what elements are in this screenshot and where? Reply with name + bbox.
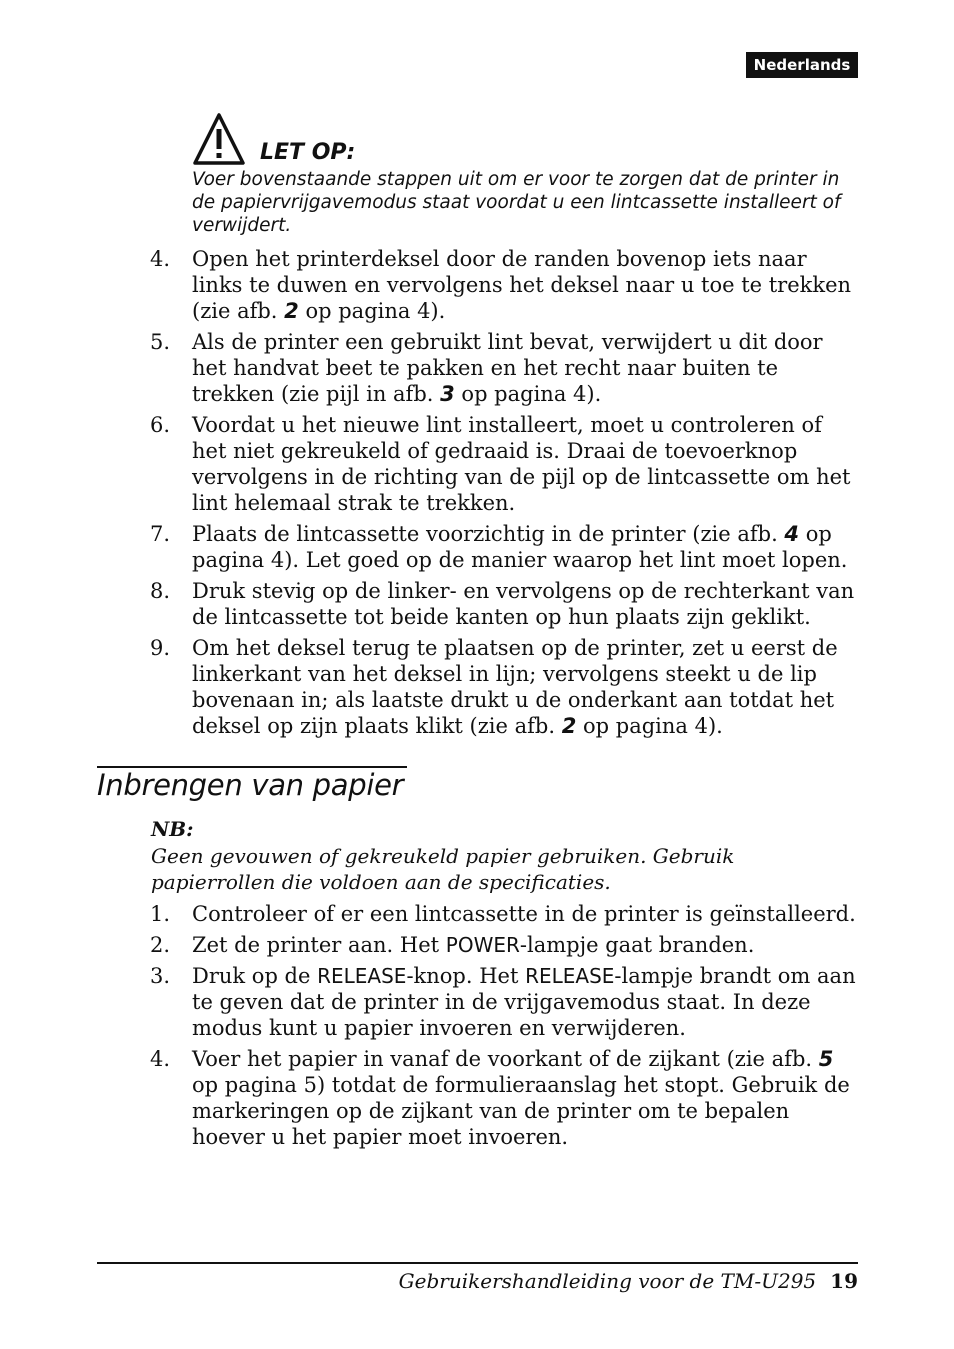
list-item xyxy=(150,901,860,927)
step-number: 3. xyxy=(150,964,171,988)
list-item xyxy=(150,246,860,324)
release-light-name: RELEASE xyxy=(525,964,615,988)
figure-reference: 3 xyxy=(440,382,455,406)
list-item xyxy=(150,412,860,516)
step-number: 9. xyxy=(150,636,171,660)
step-text: Voer het papier in vanaf de voorkant of de zijkant (zie afb. 5 op pagina 5) totdat de formulieraanslag het stopt. Gebruik de markeringen op de zijkant van de printer om te bepalen hoever u het papier moet invoeren. xyxy=(192,1047,850,1149)
list-item xyxy=(150,329,860,407)
figure-reference: 2 xyxy=(284,299,299,323)
power-light-name: POWER xyxy=(445,933,520,957)
list-item xyxy=(150,521,860,573)
figure-reference: 5 xyxy=(818,1047,834,1071)
list-item xyxy=(150,1046,860,1150)
step-text: Plaats de lintcassette voorzichtig in de printer (zie afb. 4 op pagina 4). Let goed op de manier waarop het lint moet lopen. xyxy=(192,522,848,572)
note-box xyxy=(151,817,861,895)
page-footer xyxy=(399,1268,858,1294)
step-number: 6. xyxy=(150,413,171,437)
figure-reference: 2 xyxy=(561,714,577,738)
language-tab: Nederlands xyxy=(746,52,858,78)
paper-steps-list xyxy=(150,901,860,1155)
step-text: Druk op de RELEASE-knop. Het RELEASE-lampje brandt om aan te geven dat de printer in de vrijgavemodus staat. In deze modus kunt u papier invoeren en verwijderen. xyxy=(192,964,856,1040)
step-text: Controleer of er een lintcassette in de printer is geïnstalleerd. xyxy=(192,902,856,926)
step-text: Zet de printer aan. Het POWER-lampje gaat branden. xyxy=(192,933,755,957)
ribbon-steps-list xyxy=(150,246,860,744)
figure-reference: 4 xyxy=(784,522,800,546)
page-number: 19 xyxy=(830,1269,858,1293)
caution-header xyxy=(192,108,872,166)
step-number: 4. xyxy=(150,1047,171,1071)
step-number: 8. xyxy=(150,579,171,603)
step-number: 1. xyxy=(150,902,171,926)
step-number: 5. xyxy=(150,330,171,354)
warning-icon xyxy=(192,112,246,166)
step-text: Druk stevig op de linker- en vervolgens op de rechterkant van de lintcassette tot beide kanten op hun plaats zijn geklikt. xyxy=(192,579,855,629)
manual-title: Gebruikershandleiding voor de TM-U295 xyxy=(398,1269,817,1293)
section-heading: Inbrengen van papier xyxy=(97,768,404,802)
note-text: Geen gevouwen of gekreukeld papier gebruiken. Gebruik papierrollen die voldoen aan de specificaties. xyxy=(151,844,735,894)
step-number: 7. xyxy=(150,522,171,546)
step-number: 2. xyxy=(150,933,171,957)
caution-title: LET OP: xyxy=(260,140,356,165)
step-number: 4. xyxy=(150,247,171,271)
list-item xyxy=(150,578,860,630)
step-text: Open het printerdeksel door de randen bovenop iets naar links te duwen en vervolgens het deksel naar u toe te trekken (zie afb. 2 op pagina 4). xyxy=(192,247,852,323)
step-text: Als de printer een gebruikt lint bevat, verwijdert u dit door het handvat beet te pakken en het recht naar buiten te trekken (zie pijl in afb. 3 op pagina 4). xyxy=(192,330,823,406)
step-text: Voordat u het nieuwe lint installeert, moet u controleren of het niet gekreukeld of gedraaid is. Draai de toevoerknop vervolgens in de richting van de pijl op de lintcassette om het lint helemaal strak te trekken. xyxy=(192,413,851,515)
release-button-name: RELEASE xyxy=(317,964,407,988)
list-item xyxy=(150,932,860,958)
caution-text: Voer bovenstaande stappen uit om er voor te zorgen dat de printer in de papiervrijgavemodus staat voordat u een lintcassette installeert of verwijdert. xyxy=(192,169,841,236)
list-item xyxy=(150,635,860,739)
caution-box xyxy=(192,108,872,237)
list-item xyxy=(150,963,860,1041)
note-title: NB: xyxy=(151,817,194,841)
step-text: Om het deksel terug te plaatsen op de printer, zet u eerst de linkerkant van het deksel in lijn; vervolgens steekt u de lip bovenaan in; als laatste drukt u de onderkant aan totdat het deksel op zijn plaats klikt (zie afb. 2 op pagina 4). xyxy=(192,636,838,738)
footer-rule xyxy=(97,1262,858,1264)
